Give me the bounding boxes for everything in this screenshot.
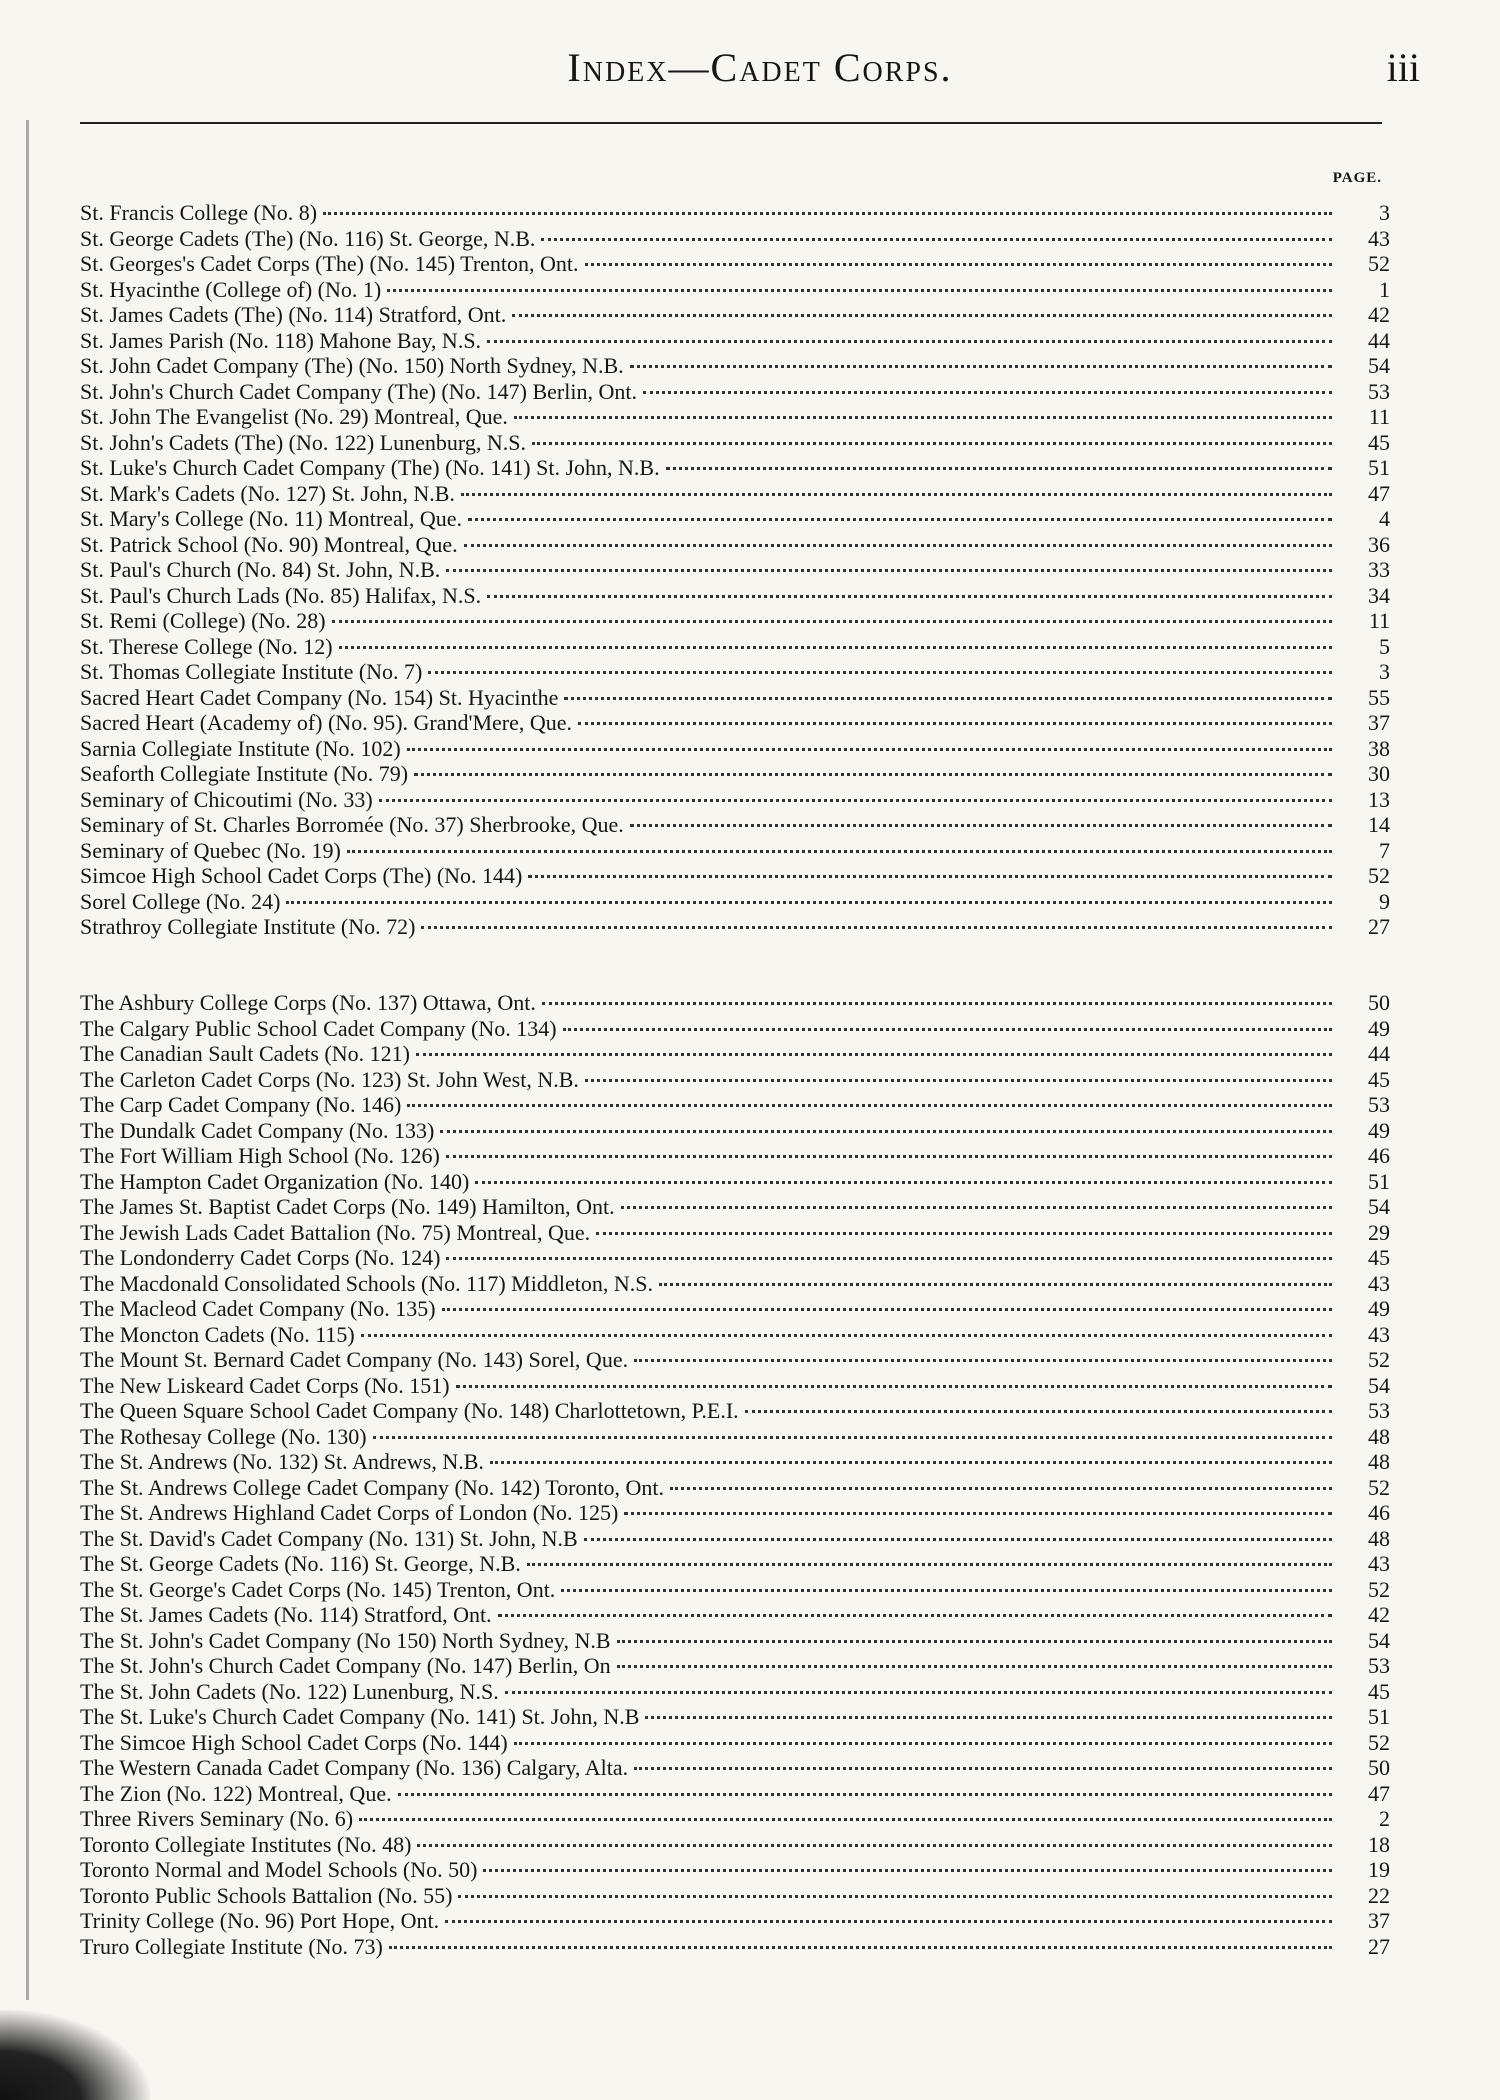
index-entry <box>80 1169 1390 1195</box>
entry-page-number: 48 <box>1368 1423 1390 1449</box>
dot-leader <box>584 1538 1332 1541</box>
entry-name: The New Liskeard Cadet Corps (No. 151) <box>80 1372 450 1398</box>
dot-leader <box>407 1104 1332 1107</box>
dot-leader <box>487 595 1332 598</box>
index-entry <box>80 889 1390 915</box>
dot-leader <box>468 518 1332 521</box>
dot-leader <box>456 1385 1332 1388</box>
entry-page-number: 43 <box>1368 1551 1390 1576</box>
dot-leader <box>624 1512 1332 1515</box>
index-entry <box>80 659 1390 685</box>
dot-leader <box>512 314 1332 317</box>
entry-name: St. Thomas Collegiate Institute (No. 7) <box>80 659 423 684</box>
entry-page-number: 4 <box>1379 506 1390 531</box>
dot-leader <box>389 1946 1332 1949</box>
page-column-label: PAGE. <box>1332 170 1382 186</box>
dot-leader <box>387 289 1332 292</box>
dot-leader <box>585 263 1332 266</box>
dot-leader <box>483 1869 1332 1872</box>
entry-name: The Calgary Public School Cadet Company (No. 134) <box>80 1015 557 1041</box>
dot-leader <box>596 1232 1332 1235</box>
corner-smudge <box>0 2010 150 2100</box>
entry-name: The Moncton Cadets (No. 115) <box>80 1321 355 1347</box>
index-entry <box>80 1781 1390 1807</box>
index-entry <box>80 1220 1390 1246</box>
index-entry <box>80 404 1390 430</box>
dot-leader <box>323 212 1332 215</box>
entry-page-number: 54 <box>1368 1194 1390 1219</box>
entry-page-number: 52 <box>1368 863 1390 888</box>
entry-name: Sarnia Collegiate Institute (No. 102) <box>80 735 401 761</box>
index-entry <box>80 685 1390 711</box>
index-entry <box>80 1449 1390 1475</box>
index-group-st <box>80 200 1390 940</box>
entry-name: St. John The Evangelist (No. 29) Montreal, Que. <box>80 404 508 429</box>
index-entry <box>80 1475 1390 1501</box>
entry-page-number: 48 <box>1368 1525 1390 1551</box>
page-number: iii <box>1386 45 1420 90</box>
entry-page-number: 53 <box>1368 378 1390 404</box>
dot-leader <box>634 1767 1332 1770</box>
page-binding-edge <box>26 120 29 2000</box>
entry-page-number: 3 <box>1379 200 1390 225</box>
entry-name: St. George Cadets (The) (No. 116) St. George, N.B. <box>80 225 536 251</box>
index-entry <box>80 583 1390 609</box>
index-entry <box>80 1118 1390 1144</box>
index-entry <box>80 251 1390 277</box>
dot-leader <box>498 1614 1332 1617</box>
entry-name: The Dundalk Cadet Company (No. 133) <box>80 1117 435 1143</box>
entry-name: The Rothesay College (No. 130) <box>80 1423 367 1449</box>
entry-name: St. John's Cadets (The) (No. 122) Lunenburg, N.S. <box>80 429 526 455</box>
entry-name: Three Rivers Seminary (No. 6) <box>80 1806 354 1831</box>
index-entry <box>80 608 1390 634</box>
dot-leader <box>617 1640 1332 1643</box>
entry-name: Toronto Normal and Model Schools (No. 50) <box>80 1857 478 1882</box>
index-entry <box>80 1194 1390 1220</box>
index-entry <box>80 353 1390 379</box>
entry-name: Seaforth Collegiate Institute (No. 79) <box>80 761 409 786</box>
page-title: Index—Cadet Corps. <box>567 45 953 90</box>
entry-page-number: 2 <box>1379 1806 1390 1831</box>
index-entry <box>80 1322 1390 1348</box>
entry-page-number: 52 <box>1368 1474 1390 1500</box>
entry-name: The Canadian Sault Cadets (No. 121) <box>80 1041 410 1066</box>
entry-name: The Carleton Cadet Corps (No. 123) St. John West, N.B. <box>80 1066 579 1092</box>
index-entry <box>80 1041 1390 1067</box>
entry-page-number: 3 <box>1379 659 1390 684</box>
entry-name: Simcoe High School Cadet Corps (The) (No. 144) <box>80 863 523 888</box>
entry-page-number: 48 <box>1368 1449 1390 1474</box>
index-entry <box>80 532 1390 558</box>
index-entry <box>80 1832 1390 1858</box>
dot-leader <box>458 1895 1332 1898</box>
entry-page-number: 51 <box>1368 1704 1390 1729</box>
entry-name: The St. John Cadets (No. 122) Lunenburg, N.S. <box>80 1678 499 1704</box>
entry-name: The St. David's Cadet Company (No. 131) St. John, N.B <box>80 1525 578 1551</box>
entry-name: The Macdonald Consolidated Schools (No. 117) Middleton, N.S. <box>80 1270 653 1296</box>
entry-page-number: 45 <box>1368 1678 1390 1704</box>
entry-page-number: 46 <box>1368 1143 1390 1168</box>
entry-name: The St. James Cadets (No. 114) Stratford, Ont. <box>80 1602 492 1627</box>
entry-page-number: 52 <box>1368 1576 1390 1602</box>
entry-page-number: 42 <box>1368 1602 1390 1627</box>
entry-page-number: 52 <box>1368 1347 1390 1372</box>
entry-name: Trinity College (No. 96) Port Hope, Ont. <box>80 1908 440 1933</box>
index-entry <box>80 1551 1390 1577</box>
entry-name: St. Paul's Church (No. 84) St. John, N.B. <box>80 557 441 582</box>
index-entry <box>80 838 1390 864</box>
index-entry <box>80 1806 1390 1832</box>
entry-page-number: 44 <box>1368 1041 1390 1066</box>
entry-page-number: 27 <box>1368 1933 1390 1959</box>
index-entry <box>80 1016 1390 1042</box>
dot-leader <box>505 1691 1332 1694</box>
index-entry <box>80 1398 1390 1424</box>
entry-page-number: 47 <box>1368 480 1390 506</box>
index-entry <box>80 1679 1390 1705</box>
entry-page-number: 43 <box>1368 225 1390 251</box>
entry-name: The Mount St. Bernard Cadet Company (No. 143) Sorel, Que. <box>80 1347 629 1372</box>
entry-name: Seminary of Chicoutimi (No. 33) <box>80 786 373 812</box>
entry-name: Sorel College (No. 24) <box>80 888 281 914</box>
dot-leader <box>332 620 1332 623</box>
entry-name: Seminary of Quebec (No. 19) <box>80 837 341 863</box>
index-entry <box>80 1424 1390 1450</box>
entry-name: St. Mary's College (No. 11) Montreal, Que. <box>80 506 462 531</box>
entry-page-number: 14 <box>1368 812 1390 837</box>
index-entry <box>80 761 1390 787</box>
entry-name: The Jewish Lads Cadet Battalion (No. 75) Montreal, Que. <box>80 1219 591 1245</box>
entry-name: The Queen Square School Cadet Company (No. 148) Charlottetown, P.E.I. <box>80 1398 739 1423</box>
dot-leader <box>617 1665 1332 1668</box>
entry-page-number: 43 <box>1368 1270 1390 1296</box>
entry-page-number: 18 <box>1368 1831 1390 1857</box>
entry-name: Seminary of St. Charles Borromée (No. 37) Sherbrooke, Que. <box>80 812 624 837</box>
dot-leader <box>442 1308 1332 1311</box>
index-entry <box>80 736 1390 762</box>
entry-page-number: 11 <box>1368 404 1390 429</box>
dot-leader <box>630 365 1332 368</box>
index-entry <box>80 990 1390 1016</box>
entry-name: St. Luke's Church Cadet Company (The) (No. 141) St. John, N.B. <box>80 455 660 480</box>
dot-leader <box>630 824 1332 827</box>
entry-page-number: 53 <box>1368 1398 1390 1423</box>
index-entry <box>80 557 1390 583</box>
dot-leader <box>514 1742 1332 1745</box>
dot-leader <box>659 1283 1332 1286</box>
entry-page-number: 50 <box>1368 1755 1390 1780</box>
index-entry <box>80 1602 1390 1628</box>
index-entry <box>80 328 1390 354</box>
entry-name: The St. George's Cadet Corps (No. 145) Trenton, Ont. <box>80 1576 556 1602</box>
entry-name: The Simcoe High School Cadet Corps (No. 144) <box>80 1729 508 1755</box>
dot-leader <box>428 671 1332 674</box>
dot-leader <box>643 391 1332 394</box>
entry-page-number: 46 <box>1368 1500 1390 1525</box>
entry-page-number: 42 <box>1368 302 1390 327</box>
index-entry <box>80 1628 1390 1654</box>
dot-leader <box>745 1410 1332 1413</box>
entry-name: The St. George Cadets (No. 116) St. George, N.B. <box>80 1551 521 1576</box>
entry-name: St. Remi (College) (No. 28) <box>80 608 326 633</box>
entry-name: St. Francis College (No. 8) <box>80 200 318 225</box>
dot-leader <box>446 1257 1332 1260</box>
entry-name: The St. Andrews (No. 132) St. Andrews, N.B. <box>80 1449 484 1474</box>
entry-name: The James St. Baptist Cadet Corps (No. 149) Hamilton, Ont. <box>80 1194 615 1219</box>
dot-leader <box>339 646 1332 649</box>
entry-page-number: 34 <box>1368 582 1390 608</box>
entry-name: Toronto Public Schools Battalion (No. 55) <box>80 1882 453 1908</box>
entry-name: Sacred Heart (Academy of) (No. 95). Grand'Mere, Que. <box>80 710 573 735</box>
dot-leader <box>670 1487 1332 1490</box>
dot-leader <box>407 748 1332 751</box>
index-entry <box>80 812 1390 838</box>
index-entry <box>80 430 1390 456</box>
entry-page-number: 37 <box>1368 1908 1390 1933</box>
dot-leader <box>528 875 1332 878</box>
dot-leader <box>527 1563 1332 1566</box>
header-rule <box>80 122 1382 124</box>
index-entry <box>80 506 1390 532</box>
dot-leader <box>421 926 1332 929</box>
entry-name: The Western Canada Cadet Company (No. 136) Calgary, Alta. <box>80 1755 629 1780</box>
entry-name: St. Paul's Church Lads (No. 85) Halifax, N.S. <box>80 582 482 608</box>
entry-name: St. Therese College (No. 12) <box>80 633 333 659</box>
index-entry <box>80 1500 1390 1526</box>
entry-name: The Carp Cadet Company (No. 146) <box>80 1092 402 1117</box>
index-entry <box>80 1934 1390 1960</box>
entry-page-number: 49 <box>1368 1296 1390 1321</box>
entry-name: The Londonderry Cadet Corps (No. 124) <box>80 1245 441 1270</box>
index-entry <box>80 1271 1390 1297</box>
entry-page-number: 38 <box>1368 735 1390 761</box>
entry-page-number: 13 <box>1368 786 1390 812</box>
dot-leader <box>373 1436 1332 1439</box>
entry-page-number: 44 <box>1368 327 1390 353</box>
dot-leader <box>514 416 1332 419</box>
dot-leader <box>490 1461 1332 1464</box>
entry-name: The Ashbury College Corps (No. 137) Ottawa, Ont. <box>80 990 536 1015</box>
dot-leader <box>464 544 1332 547</box>
entry-name: St. James Parish (No. 118) Mahone Bay, N.S. <box>80 327 482 353</box>
entry-name: The St. John's Cadet Company (No 150) North Sydney, N.B <box>80 1627 611 1653</box>
dot-leader <box>398 1793 1332 1796</box>
entry-page-number: 45 <box>1368 429 1390 455</box>
index-entry <box>80 226 1390 252</box>
entry-name: The St. Andrews Highland Cadet Corps of London (No. 125) <box>80 1500 619 1525</box>
dot-leader <box>461 493 1332 496</box>
dot-leader <box>645 1716 1332 1719</box>
index-entry <box>80 1908 1390 1934</box>
index-entry <box>80 1296 1390 1322</box>
entry-page-number: 47 <box>1368 1780 1390 1806</box>
index-entry <box>80 1092 1390 1118</box>
entry-page-number: 53 <box>1368 1092 1390 1117</box>
entry-page-number: 54 <box>1368 353 1390 378</box>
dot-leader <box>417 1844 1332 1847</box>
dot-leader <box>446 569 1332 572</box>
dot-leader <box>379 799 1332 802</box>
index-entry <box>80 302 1390 328</box>
index-entry <box>80 1755 1390 1781</box>
dot-leader <box>532 442 1332 445</box>
dot-leader <box>414 773 1332 776</box>
entry-page-number: 33 <box>1368 557 1390 582</box>
entry-page-number: 9 <box>1379 888 1390 914</box>
dot-leader <box>561 1589 1332 1592</box>
entry-page-number: 29 <box>1368 1219 1390 1245</box>
index-entry <box>80 1577 1390 1603</box>
entry-page-number: 30 <box>1368 761 1390 786</box>
entry-page-number: 52 <box>1368 251 1390 276</box>
entry-page-number: 5 <box>1379 633 1390 659</box>
entry-name: Strathroy Collegiate Institute (No. 72) <box>80 914 416 939</box>
index-entry <box>80 710 1390 736</box>
index-entry <box>80 1704 1390 1730</box>
entry-name: The St. Andrews College Cadet Company (No. 142) Toronto, Ont. <box>80 1474 665 1500</box>
entry-name: Truro Collegiate Institute (No. 73) <box>80 1933 383 1959</box>
entry-page-number: 37 <box>1368 710 1390 735</box>
index-entry <box>80 1883 1390 1909</box>
entry-name: St. John Cadet Company (The) (No. 150) North Sydney, N.B. <box>80 353 624 378</box>
index-entry <box>80 863 1390 889</box>
entry-name: The St. Luke's Church Cadet Company (No. 141) St. John, N.B <box>80 1704 640 1729</box>
index-group-the <box>80 990 1390 1959</box>
dot-leader <box>359 1818 1332 1821</box>
dot-leader <box>563 1028 1332 1031</box>
entry-page-number: 45 <box>1368 1066 1390 1092</box>
entry-name: The Zion (No. 122) Montreal, Que. <box>80 1780 392 1806</box>
entry-page-number: 51 <box>1368 1168 1390 1194</box>
index-entry <box>80 1653 1390 1679</box>
index-entry <box>80 379 1390 405</box>
entry-name: The St. John's Church Cadet Company (No. 147) Berlin, On <box>80 1653 611 1678</box>
dot-leader <box>446 1155 1332 1158</box>
entry-page-number: 7 <box>1379 837 1390 863</box>
entry-page-number: 52 <box>1368 1729 1390 1755</box>
entry-name: The Fort William High School (No. 126) <box>80 1143 440 1168</box>
dot-leader <box>634 1359 1332 1362</box>
index-entry <box>80 277 1390 303</box>
entry-page-number: 11 <box>1368 608 1390 633</box>
index-entry <box>80 1373 1390 1399</box>
entry-page-number: 36 <box>1368 531 1390 557</box>
dot-leader <box>445 1920 1332 1923</box>
entry-page-number: 49 <box>1368 1117 1390 1143</box>
entry-page-number: 19 <box>1368 1857 1390 1882</box>
entry-page-number: 51 <box>1368 455 1390 480</box>
entry-name: St. Mark's Cadets (No. 127) St. John, N.B. <box>80 480 455 506</box>
index-entry <box>80 481 1390 507</box>
entry-page-number: 53 <box>1368 1653 1390 1678</box>
dot-leader <box>542 1002 1332 1005</box>
dot-leader <box>286 901 1332 904</box>
entry-page-number: 45 <box>1368 1245 1390 1270</box>
entry-page-number: 1 <box>1379 276 1390 302</box>
entry-name: Toronto Collegiate Institutes (No. 48) <box>80 1831 412 1857</box>
entry-name: St. John's Church Cadet Company (The) (No. 147) Berlin, Ont. <box>80 378 637 404</box>
entry-page-number: 54 <box>1368 1372 1390 1398</box>
entry-page-number: 54 <box>1368 1627 1390 1653</box>
dot-leader <box>585 1079 1332 1082</box>
index-entry <box>80 1067 1390 1093</box>
index-entry <box>80 1347 1390 1373</box>
entry-name: St. Georges's Cadet Corps (The) (No. 145) Trenton, Ont. <box>80 251 579 276</box>
index-entry <box>80 634 1390 660</box>
index-entry <box>80 1857 1390 1883</box>
dot-leader <box>564 697 1332 700</box>
index-entry <box>80 914 1390 940</box>
entry-name: The Hampton Cadet Organization (No. 140) <box>80 1168 470 1194</box>
dot-leader <box>487 340 1332 343</box>
index-entry <box>80 787 1390 813</box>
entry-name: Sacred Heart Cadet Company (No. 154) St. Hyacinthe <box>80 684 559 710</box>
entry-page-number: 22 <box>1368 1882 1390 1908</box>
index-entry <box>80 1143 1390 1169</box>
entry-page-number: 49 <box>1368 1015 1390 1041</box>
index-entry <box>80 455 1390 481</box>
index-entry <box>80 200 1390 226</box>
entry-page-number: 55 <box>1368 684 1390 710</box>
dot-leader <box>440 1130 1332 1133</box>
entry-name: St. Patrick School (No. 90) Montreal, Que. <box>80 531 458 557</box>
entry-name: The Macleod Cadet Company (No. 135) <box>80 1296 436 1321</box>
entry-name: St. Hyacinthe (College of) (No. 1) <box>80 276 382 302</box>
dot-leader <box>347 850 1332 853</box>
dot-leader <box>666 467 1332 470</box>
page-header <box>80 44 1440 104</box>
dot-leader <box>475 1181 1332 1184</box>
dot-leader <box>578 722 1332 725</box>
entry-page-number: 43 <box>1368 1321 1390 1347</box>
dot-leader <box>621 1206 1332 1209</box>
index-entry <box>80 1245 1390 1271</box>
entry-page-number: 27 <box>1368 914 1390 939</box>
dot-leader <box>361 1334 1332 1337</box>
index-entry <box>80 1730 1390 1756</box>
dot-leader <box>416 1053 1332 1056</box>
entry-name: St. James Cadets (The) (No. 114) Stratford, Ont. <box>80 302 507 327</box>
entry-page-number: 50 <box>1368 990 1390 1015</box>
index-entry <box>80 1526 1390 1552</box>
dot-leader <box>541 238 1332 241</box>
